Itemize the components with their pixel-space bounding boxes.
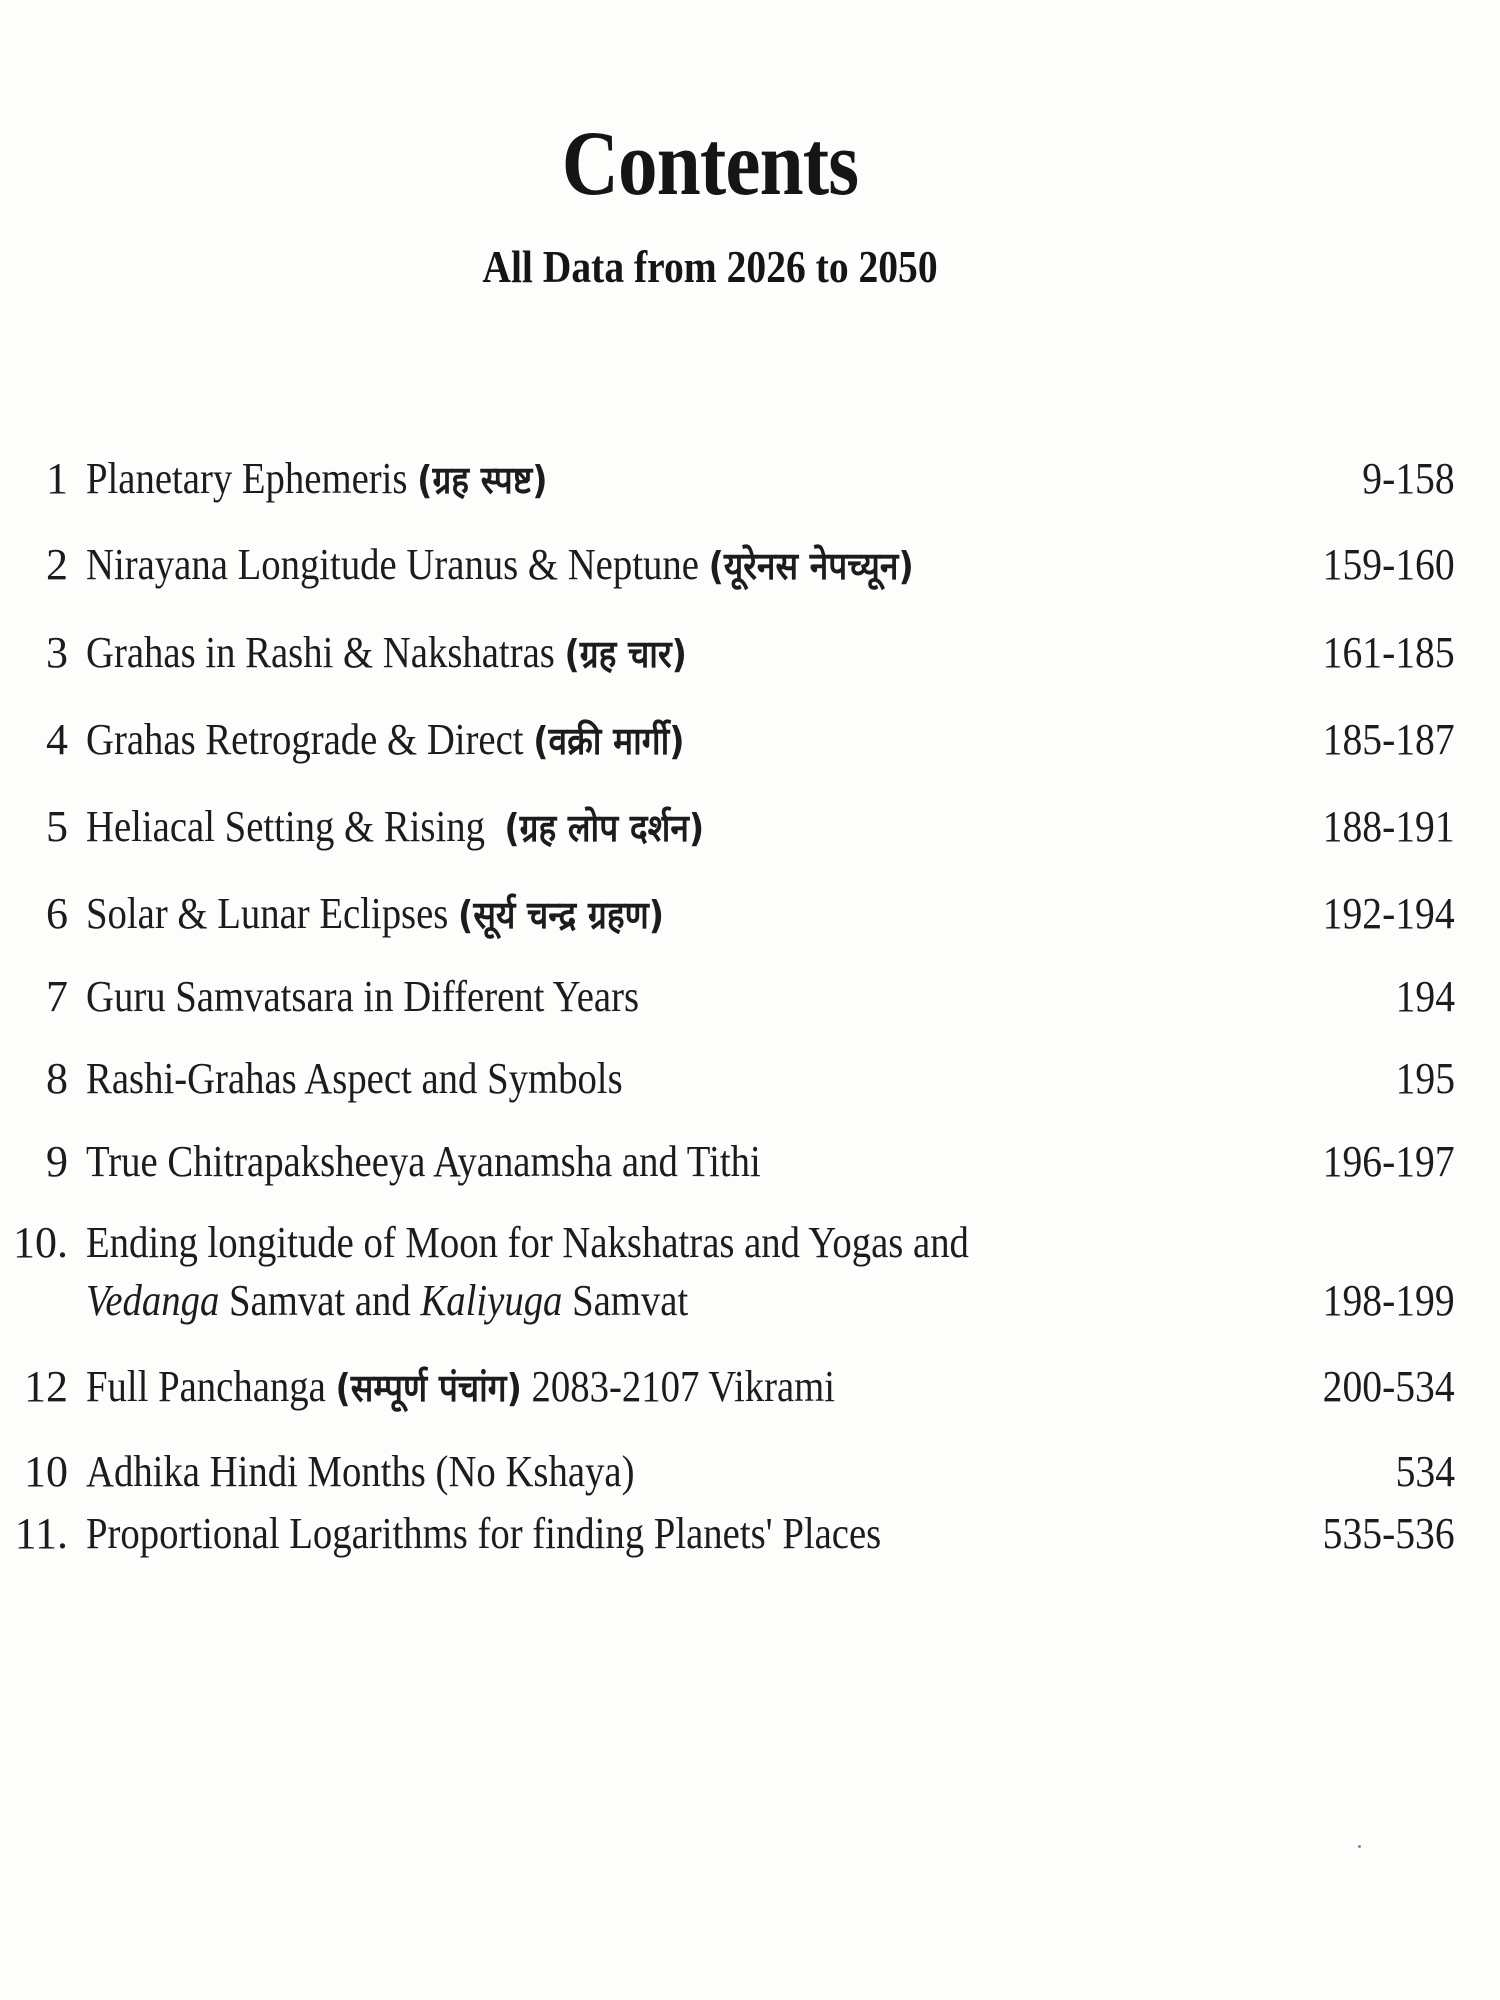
toc-title-english: Full Panchanga [86,1362,326,1411]
toc-entry-number: 10. [13,1218,68,1267]
toc-entry-4 [0,711,1500,769]
toc-title-english: Grahas Retrograde & Direct [86,715,524,764]
toc-entry-title [86,798,704,857]
toc-title-hindi: (ग्रह स्पष्ट) [417,458,548,502]
toc-entry-pages: 200-534 [1323,1362,1455,1411]
page-title: Contents [561,112,859,214]
toc-title-tail: 2083-2107 Vikrami [531,1362,836,1411]
toc-title-text: Samvat [562,1276,689,1325]
toc-entry-12 [0,1358,1500,1416]
toc-title-text: Samvat and [219,1276,421,1325]
toc-entry-pages: 534 [1395,1447,1455,1496]
toc-title-english: Planetary Ephemeris [86,454,408,503]
toc-entry-number: 1 [46,454,68,503]
toc-entry-number: 7 [46,972,68,1021]
toc-entry-title [86,885,664,944]
toc-title-italic: Vedanga [86,1276,220,1325]
toc-entry-title: Proportional Logarithms for finding Planets' Places [86,1509,882,1558]
toc-entry-title [86,1358,835,1417]
toc-title-line-2 [86,1272,969,1330]
toc-entry-3 [0,624,1500,682]
toc-entry-number: 6 [46,889,68,938]
toc-entry-2 [0,536,1500,594]
toc-entry-pages: 159-160 [1323,540,1455,589]
page-subtitle: All Data from 2026 to 2050 [482,241,938,292]
toc-entry-pages: 192-194 [1323,889,1455,938]
toc-entry-pages: 198-199 [1323,1276,1455,1325]
toc-entry-pages: 161-185 [1323,628,1455,677]
toc-entry-pages: 196-197 [1323,1137,1455,1186]
toc-title-hindi: (वक्री मार्गी) [533,719,685,763]
toc-title-english: Grahas in Rashi & Nakshatras [86,628,555,677]
toc-entry-title [86,624,687,683]
toc-title-english: Solar & Lunar Eclipses [86,889,449,938]
toc-entry-pages: 195 [1395,1054,1455,1103]
toc-title-italic: Kaliyuga [420,1276,563,1325]
toc-entry-number: 2 [46,540,68,589]
toc-entry-number: 12 [24,1362,68,1411]
toc-entry-number: 10 [24,1447,68,1496]
toc-entry-10 [0,1214,1500,1330]
toc-entry-pages: 194 [1395,972,1455,1021]
toc-entry-11 [0,1505,1500,1563]
toc-entry-pages: 188-191 [1323,802,1455,851]
toc-entry-title [86,450,548,509]
toc-entry-7 [0,968,1500,1026]
toc-title-hindi: (यूरेनस नेपच्यून) [708,544,914,588]
toc-entry-number: 9 [46,1137,68,1186]
toc-entry-5 [0,798,1500,856]
toc-title-line-1: Ending longitude of Moon for Nakshatras and Yogas and [86,1218,969,1267]
toc-entry-title: Rashi-Grahas Aspect and Symbols [86,1054,623,1103]
toc-entry-pages: 535-536 [1323,1509,1455,1558]
toc-entry-number: 8 [46,1054,68,1103]
toc-entry-9 [0,1133,1500,1191]
toc-entry-title [86,536,914,595]
toc-title-english: Nirayana Longitude Uranus & Neptune [86,540,699,589]
toc-entry-6 [0,885,1500,943]
toc-entry-number: 5 [46,802,68,851]
toc-title-hindi: (सम्पूर्ण पंचांग) [335,1366,522,1410]
toc-entry-pages: 185-187 [1323,715,1455,764]
toc-title-hindi: (ग्रह लोप दर्शन) [504,806,705,850]
toc-entry-number: 3 [46,628,68,677]
toc-entry-8 [0,1050,1500,1108]
toc-title-hindi: (सूर्य चन्द्र ग्रहण) [458,893,665,937]
toc-entry-title: True Chitrapaksheeya Ayanamsha and Tithi [86,1137,761,1186]
toc-entry-title: Adhika Hindi Months (No Kshaya) [86,1447,635,1496]
toc-entry-10b [0,1443,1500,1501]
toc-title-english: Heliacal Setting & Rising [86,802,485,851]
toc-entry-title [86,711,685,770]
toc-title-hindi: (ग्रह चार) [564,632,687,676]
toc-entry-title [86,1214,969,1330]
paper-speck [1358,1845,1361,1848]
toc-entry-pages: 9-158 [1362,454,1455,503]
toc-entry-number: 4 [46,715,68,764]
toc-entry-number: 11. [14,1509,68,1558]
toc-entry-1 [0,450,1500,508]
toc-entry-title: Guru Samvatsara in Different Years [86,972,640,1021]
